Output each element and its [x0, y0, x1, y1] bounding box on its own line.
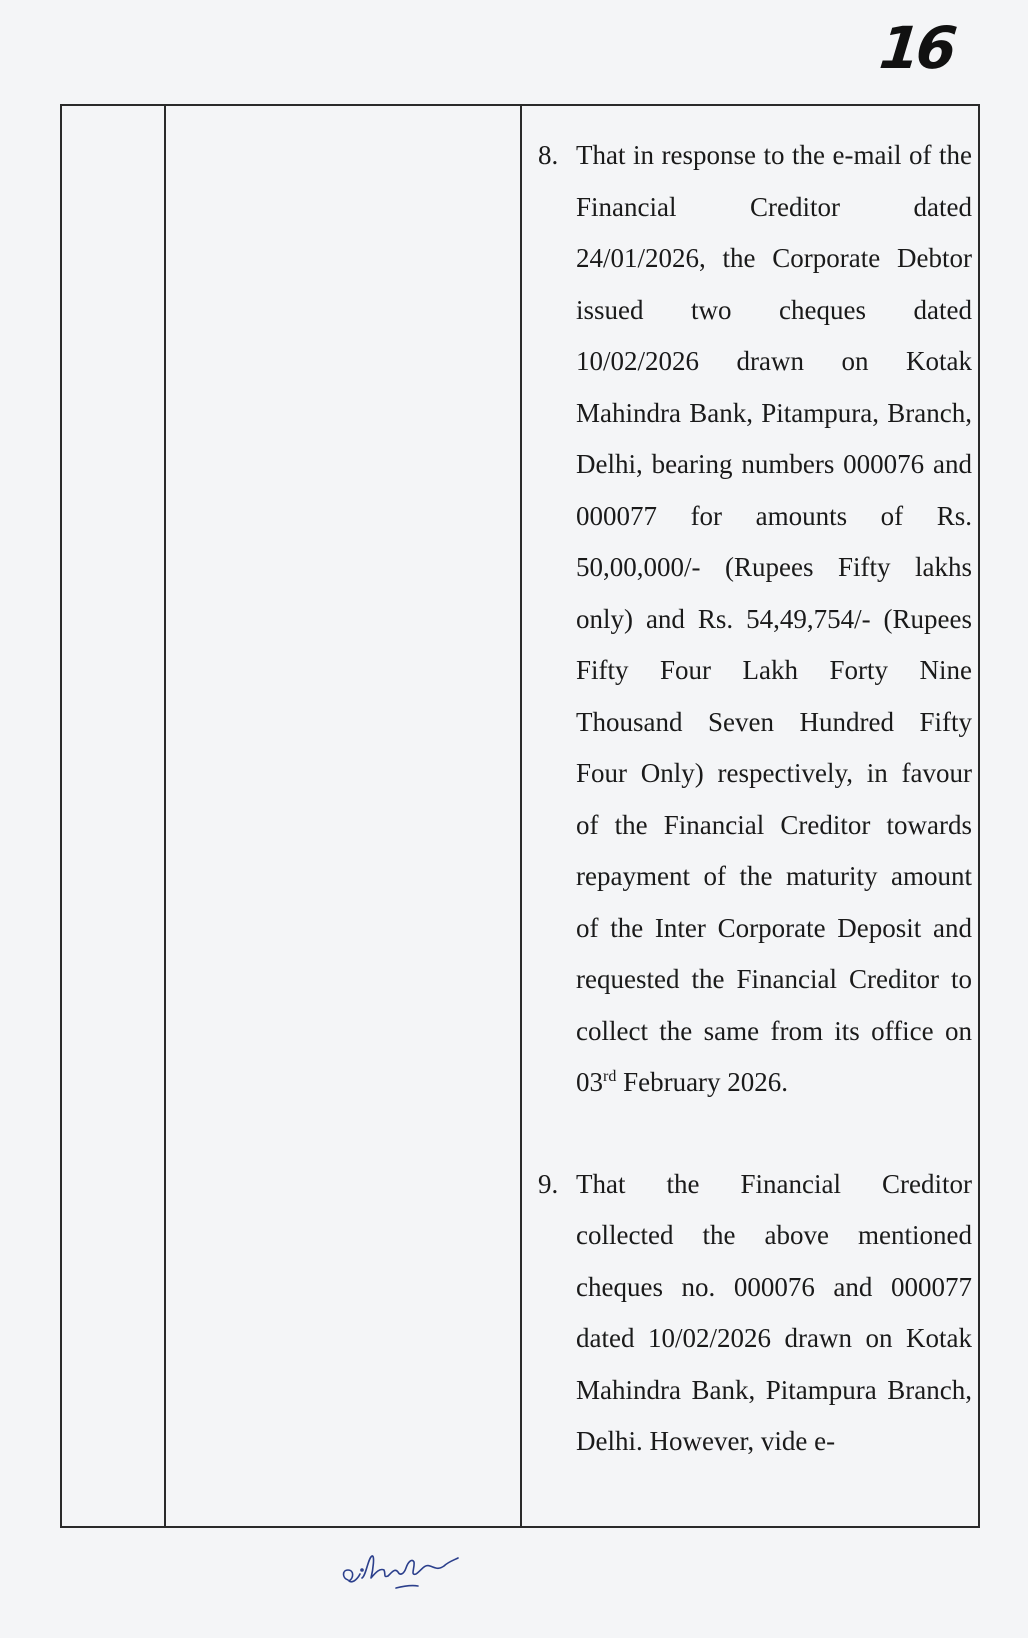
content-cell	[538, 130, 972, 1468]
paragraph-text: That the Financial Creditor collected the above mentioned cheques no. 000076 and 000077 dated 10/02/2026 drawn on Kotak Mahindra Bank, Pitampura Branch, Delhi. However, vide e-	[576, 1168, 972, 1456]
page-number: 16	[876, 14, 957, 82]
handwritten-signature-icon	[338, 1548, 462, 1598]
paragraph-number: 9.	[538, 1168, 559, 1199]
paragraph-9	[538, 1159, 972, 1468]
paragraph-text-main: That in response to the e-mail of the Financial Creditor dated 24/01/2026, the Corporate Debtor issued two cheques dated 10/02/2026 drawn on Kotak Mahindra Bank, Pitampura, Branch, Delhi, bearing numbers 000076 and 000077 for amounts of Rs. 50,00,000/- (Rupees Fifty lakhs only) and Rs. 54,49,754/- (Rupees Fifty Four Lakh Forty Nine Thousand Seven Hundred Fifty Four Only) respectively, in favour of the Financial Creditor towards repayment of the maturity amount of the Inter Corporate Deposit and requested the Financial Creditor to collect the same from its office on 03	[576, 140, 972, 1097]
ordinal-suffix: rd	[603, 1068, 617, 1085]
paragraph-text-tail: February 2026.	[616, 1067, 789, 1097]
paragraph-8	[538, 130, 972, 1109]
column-divider-1	[164, 106, 166, 1526]
paragraph-number: 8.	[538, 140, 559, 170]
document-table	[60, 104, 980, 1528]
column-divider-2	[520, 106, 522, 1526]
paragraph-text	[576, 130, 972, 1109]
